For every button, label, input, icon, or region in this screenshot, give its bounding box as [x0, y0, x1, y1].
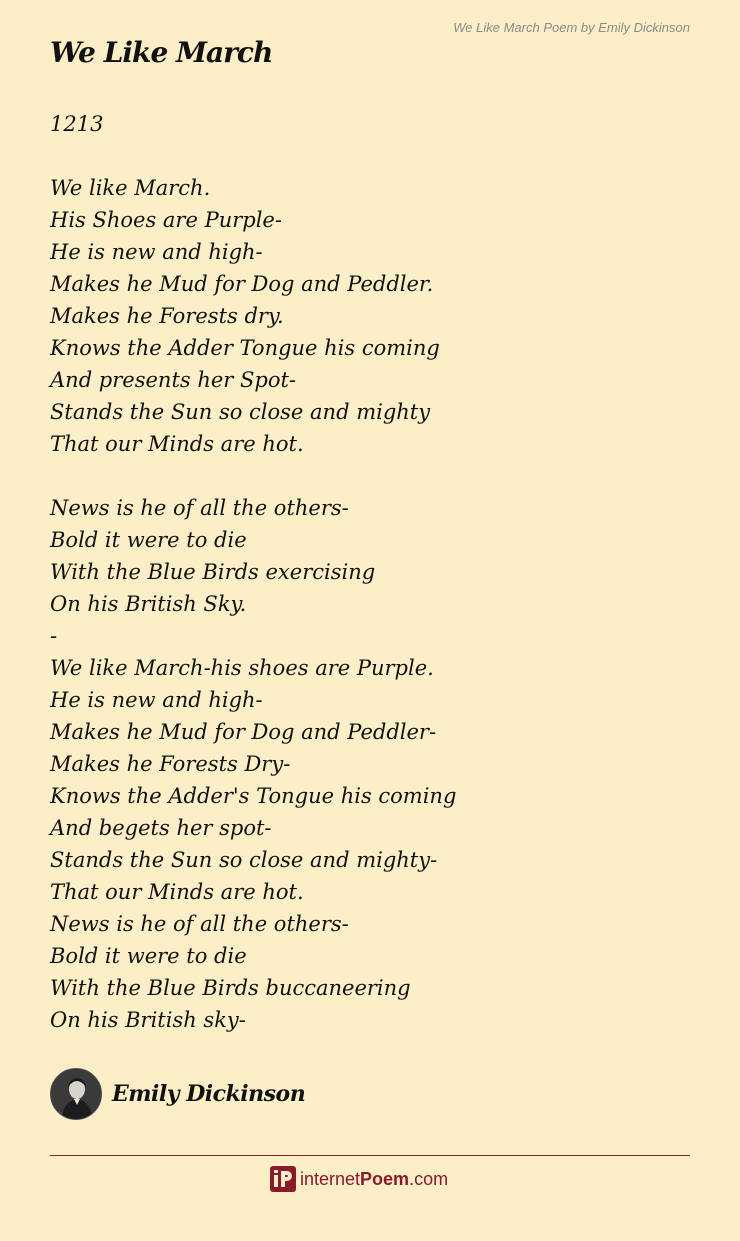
poem-line: With the Blue Birds buccaneering: [50, 976, 411, 1000]
poem-line: We like March-his shoes are Purple.: [50, 656, 434, 680]
poem-line: That our Minds are hot.: [50, 880, 304, 904]
poem-line: Bold it were to die: [50, 528, 247, 552]
poem-line: We like March.: [50, 176, 211, 200]
poem-title: We Like March: [50, 36, 273, 69]
poem-line: Stands the Sun so close and mighty-: [50, 848, 438, 872]
poem-line: Makes he Mud for Dog and Peddler-: [50, 720, 437, 744]
poem-line: With the Blue Birds exercising: [50, 560, 376, 584]
poem-line: -: [50, 624, 58, 648]
author-block[interactable]: [50, 1068, 305, 1120]
author-portrait[interactable]: [50, 1068, 102, 1120]
poem-number: 1213: [50, 112, 104, 136]
poem-line: Knows the Adder Tongue his coming: [50, 336, 440, 360]
poem-line: News is he of all the others-: [50, 912, 349, 936]
poem-line: His Shoes are Purple-: [50, 208, 282, 232]
poem-line: Makes he Mud for Dog and Peddler.: [50, 272, 434, 296]
poem-line: Makes he Forests Dry-: [50, 752, 291, 776]
poem-line: Bold it were to die: [50, 944, 247, 968]
poem-line: That our Minds are hot.: [50, 432, 304, 456]
stanza-1: [50, 172, 690, 460]
poem-line: Stands the Sun so close and mighty: [50, 400, 431, 424]
poem-line: On his British Sky.: [50, 592, 247, 616]
footer-divider: [50, 1155, 690, 1156]
poem-line: News is he of all the others-: [50, 496, 349, 520]
poem-line: He is new and high-: [50, 688, 263, 712]
poem-body: [50, 172, 690, 1068]
poem-line: Knows the Adder's Tongue his coming: [50, 784, 457, 808]
brand-text-com: .com: [409, 1168, 449, 1189]
poem-line: Makes he Forests dry.: [50, 304, 284, 328]
portrait-icon: [51, 1069, 102, 1120]
poem-line: He is new and high-: [50, 240, 263, 264]
site-brand-link[interactable]: [270, 1166, 448, 1192]
brand-text-internet: internet: [300, 1168, 361, 1189]
ip-logo-icon: [270, 1166, 296, 1192]
poem-line: And presents her Spot-: [50, 368, 297, 392]
header-caption: We Like March Poem by Emily Dickinson: [453, 20, 690, 35]
stanza-2: [50, 492, 690, 1036]
poem-line: On his British sky-: [50, 1008, 246, 1032]
brand-text-poem: Poem: [360, 1168, 410, 1189]
poem-line: And begets her spot-: [50, 816, 272, 840]
author-name[interactable]: Emily Dickinson: [112, 1081, 306, 1107]
